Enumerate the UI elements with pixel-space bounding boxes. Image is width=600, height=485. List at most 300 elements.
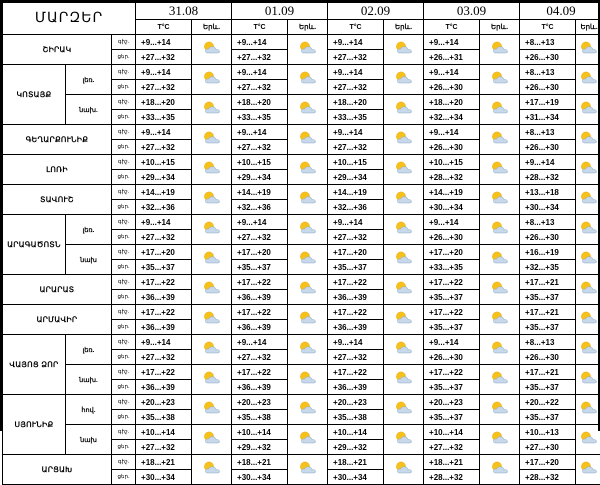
region-name: ԱՐԱԳԱԾՈՏՆ: [3, 215, 66, 275]
temperature-value: +17...+22: [328, 365, 384, 380]
forecast-table: [2, 2, 600, 485]
temperature-value: +17...+21: [520, 275, 576, 290]
temperature-value: +35...+37: [424, 380, 480, 395]
weather-cell: [576, 335, 600, 365]
partly-cloudy-icon: [297, 131, 319, 149]
temperature-value: +26...+30: [424, 80, 480, 95]
temperature-value: +9...+14: [232, 335, 288, 350]
weather-cell: [288, 245, 328, 275]
region-name: ԱՐԱՐԱՏ: [3, 275, 112, 305]
weather-cell: [192, 35, 232, 65]
weather-cell: [384, 95, 424, 125]
temperature-value: +17...+20: [520, 455, 576, 470]
partly-cloudy-icon: [201, 41, 223, 59]
partly-cloudy-icon: [393, 311, 415, 329]
partly-cloudy-icon: [297, 281, 319, 299]
temperature-value: +26...+31: [424, 50, 480, 65]
temperature-value: +17...+20: [328, 245, 384, 260]
partly-cloudy-icon: [201, 311, 223, 329]
weather-cell: [480, 35, 520, 65]
temperature-value: +16...+19: [520, 245, 576, 260]
temperature-value: +17...+19: [520, 95, 576, 110]
partly-cloudy-icon: [578, 251, 600, 269]
time-of-day-label: ցեր.: [112, 260, 136, 275]
partly-cloudy-icon: [297, 461, 319, 479]
temperature-value: +9...+14: [232, 65, 288, 80]
temperature-value: +35...+37: [328, 260, 384, 275]
weather-cell: [288, 275, 328, 305]
temperature-value: +27...+32: [136, 440, 192, 455]
partly-cloudy-icon: [393, 131, 415, 149]
temperature-value: +27...+32: [232, 80, 288, 95]
temperature-value: +36...+39: [232, 320, 288, 335]
weather-cell: [288, 185, 328, 215]
phen-header: Երև.: [480, 20, 520, 35]
temperature-value: +9...+14: [136, 335, 192, 350]
weather-cell: [192, 455, 232, 485]
temperature-value: +9...+14: [136, 65, 192, 80]
temperature-value: +17...+22: [232, 275, 288, 290]
temperature-value: +20...+23: [328, 395, 384, 410]
temperature-value: +9...+14: [232, 215, 288, 230]
temperature-value: +9...+14: [424, 65, 480, 80]
temperature-value: +29...+32: [328, 440, 384, 455]
region-name: ԿՈՏԱՅՔ: [3, 65, 66, 125]
weather-cell: [192, 215, 232, 245]
partly-cloudy-icon: [297, 101, 319, 119]
temperature-value: +26...+30: [424, 140, 480, 155]
partly-cloudy-icon: [578, 401, 600, 419]
temperature-value: +32...+36: [328, 200, 384, 215]
temperature-value: +10...+15: [424, 155, 480, 170]
temperature-value: +17...+22: [328, 305, 384, 320]
weather-cell: [576, 425, 600, 455]
temperature-value: +9...+14: [136, 215, 192, 230]
temperature-value: +29...+32: [232, 440, 288, 455]
temp-header: T°C: [136, 20, 192, 35]
weather-cell: [576, 95, 600, 125]
temperature-value: +36...+39: [328, 320, 384, 335]
temperature-value: +32...+36: [136, 200, 192, 215]
temperature-value: +26...+30: [424, 350, 480, 365]
weather-cell: [384, 215, 424, 245]
date-header: 31.08: [136, 3, 232, 20]
partly-cloudy-icon: [393, 401, 415, 419]
phen-header: Երև.: [288, 20, 328, 35]
temperature-value: +14...+19: [328, 185, 384, 200]
partly-cloudy-icon: [489, 161, 511, 179]
weather-cell: [288, 455, 328, 485]
partly-cloudy-icon: [578, 221, 600, 239]
temperature-value: +14...+19: [136, 185, 192, 200]
weather-cell: [480, 185, 520, 215]
temperature-value: +32...+34: [424, 110, 480, 125]
weather-cell: [384, 305, 424, 335]
partly-cloudy-icon: [578, 281, 600, 299]
weather-cell: [192, 65, 232, 95]
weather-cell: [192, 185, 232, 215]
table-row: [3, 245, 600, 260]
table-row: [3, 215, 600, 230]
weather-cell: [288, 125, 328, 155]
partly-cloudy-icon: [201, 71, 223, 89]
temperature-value: +17...+22: [136, 275, 192, 290]
weather-cell: [576, 185, 600, 215]
partly-cloudy-icon: [201, 191, 223, 209]
temperature-value: +27...+32: [328, 140, 384, 155]
time-of-day-label: գիշ.: [112, 125, 136, 140]
temperature-value: +26...+30: [520, 80, 576, 95]
table-row: [3, 425, 600, 440]
time-of-day-label: ցեր.: [112, 470, 136, 485]
temperature-value: +35...+37: [136, 260, 192, 275]
temperature-value: +30...+34: [424, 200, 480, 215]
temperature-value: +28...+32: [424, 170, 480, 185]
temperature-value: +9...+14: [520, 155, 576, 170]
weather-cell: [480, 365, 520, 395]
table-row: [3, 365, 600, 380]
subregion-label: նախ.: [66, 95, 112, 125]
temperature-value: +27...+32: [136, 50, 192, 65]
temperature-value: +27...+32: [136, 140, 192, 155]
temperature-value: +35...+37: [520, 290, 576, 305]
temperature-value: +18...+21: [424, 455, 480, 470]
partly-cloudy-icon: [297, 401, 319, 419]
weather-cell: [384, 35, 424, 65]
partly-cloudy-icon: [393, 41, 415, 59]
weather-cell: [384, 395, 424, 425]
partly-cloudy-icon: [297, 311, 319, 329]
partly-cloudy-icon: [201, 401, 223, 419]
partly-cloudy-icon: [393, 281, 415, 299]
table-title: ՄԱՐԶԵՐ: [3, 3, 136, 35]
time-of-day-label: ցեր.: [112, 80, 136, 95]
time-of-day-label: ցեր.: [112, 50, 136, 65]
weather-cell: [384, 155, 424, 185]
weather-cell: [576, 305, 600, 335]
temperature-value: +17...+22: [136, 305, 192, 320]
weather-cell: [192, 125, 232, 155]
weather-cell: [576, 125, 600, 155]
temperature-value: +20...+23: [232, 395, 288, 410]
temperature-value: +20...+23: [424, 395, 480, 410]
partly-cloudy-icon: [489, 431, 511, 449]
temperature-value: +35...+37: [424, 320, 480, 335]
temperature-value: +29...+34: [328, 170, 384, 185]
table-row: [3, 335, 600, 350]
temperature-value: +33...+35: [424, 260, 480, 275]
partly-cloudy-icon: [489, 371, 511, 389]
temperature-value: +9...+14: [328, 65, 384, 80]
partly-cloudy-icon: [393, 161, 415, 179]
temperature-value: +9...+14: [136, 125, 192, 140]
partly-cloudy-icon: [578, 101, 600, 119]
weather-cell: [576, 35, 600, 65]
temperature-value: +9...+14: [328, 335, 384, 350]
temperature-value: +14...+19: [232, 185, 288, 200]
temperature-value: +36...+39: [136, 380, 192, 395]
partly-cloudy-icon: [489, 221, 511, 239]
weather-cell: [480, 95, 520, 125]
temperature-value: +27...+32: [232, 140, 288, 155]
temperature-value: +36...+39: [136, 290, 192, 305]
time-of-day-label: ցեր.: [112, 440, 136, 455]
temperature-value: +35...+37: [520, 320, 576, 335]
time-of-day-label: գիշ.: [112, 185, 136, 200]
subregion-label: նախ: [66, 245, 112, 275]
subregion-label: նախ: [66, 425, 112, 455]
weather-cell: [384, 335, 424, 365]
temperature-value: +9...+14: [328, 125, 384, 140]
weather-cell: [480, 155, 520, 185]
temperature-value: +17...+22: [424, 275, 480, 290]
table-row: [3, 275, 600, 290]
partly-cloudy-icon: [297, 71, 319, 89]
temperature-value: +29...+34: [232, 170, 288, 185]
temperature-value: +18...+21: [232, 455, 288, 470]
weather-cell: [576, 275, 600, 305]
temperature-value: +26...+30: [520, 50, 576, 65]
region-name: ԳԵՂԱՐՔՈՒՆԻՔ: [3, 125, 112, 155]
weather-cell: [576, 155, 600, 185]
temperature-value: +26...+30: [520, 350, 576, 365]
weather-cell: [480, 125, 520, 155]
partly-cloudy-icon: [201, 101, 223, 119]
region-name: ՏԱՎՈՒՇ: [3, 185, 112, 215]
partly-cloudy-icon: [297, 251, 319, 269]
temperature-value: +17...+22: [328, 275, 384, 290]
temperature-value: +9...+14: [424, 215, 480, 230]
region-name: ԱՐՑԱԽ: [3, 455, 112, 485]
temperature-value: +9...+14: [424, 35, 480, 50]
table-row: [3, 185, 600, 200]
temperature-value: +36...+39: [328, 290, 384, 305]
weather-cell: [288, 95, 328, 125]
temperature-value: +26...+30: [424, 230, 480, 245]
temperature-value: +10...+14: [232, 425, 288, 440]
weather-cell: [480, 395, 520, 425]
time-of-day-label: գիշ.: [112, 425, 136, 440]
weather-cell: [576, 365, 600, 395]
partly-cloudy-icon: [393, 221, 415, 239]
temperature-value: +27...+32: [136, 350, 192, 365]
weather-cell: [192, 425, 232, 455]
weather-cell: [480, 455, 520, 485]
temperature-value: +28...+32: [520, 170, 576, 185]
partly-cloudy-icon: [489, 101, 511, 119]
temperature-value: +35...+37: [424, 290, 480, 305]
partly-cloudy-icon: [393, 251, 415, 269]
weather-cell: [192, 335, 232, 365]
region-name: ԼՈՌԻ: [3, 155, 112, 185]
partly-cloudy-icon: [201, 251, 223, 269]
weather-cell: [192, 95, 232, 125]
temperature-value: +9...+14: [328, 215, 384, 230]
temperature-value: +9...+14: [424, 125, 480, 140]
phen-header: Երև.: [192, 20, 232, 35]
partly-cloudy-icon: [578, 161, 600, 179]
date-header: 03.09: [424, 3, 520, 20]
partly-cloudy-icon: [201, 161, 223, 179]
time-of-day-label: գիշ.: [112, 275, 136, 290]
temperature-value: +10...+15: [136, 155, 192, 170]
table-row: [3, 155, 600, 170]
weather-cell: [288, 65, 328, 95]
weather-cell: [576, 395, 600, 425]
temperature-value: +27...+32: [424, 440, 480, 455]
temperature-value: +35...+37: [520, 380, 576, 395]
partly-cloudy-icon: [489, 341, 511, 359]
temperature-value: +27...+32: [328, 350, 384, 365]
temperature-value: +30...+34: [232, 470, 288, 485]
partly-cloudy-icon: [201, 281, 223, 299]
table-row: [3, 35, 600, 50]
temperature-value: +17...+22: [136, 365, 192, 380]
weather-cell: [288, 305, 328, 335]
temperature-value: +27...+32: [328, 50, 384, 65]
temperature-value: +17...+22: [424, 365, 480, 380]
time-of-day-label: ցեր.: [112, 170, 136, 185]
time-of-day-label: ցեր.: [112, 110, 136, 125]
temperature-value: +14...+19: [424, 185, 480, 200]
weather-cell: [384, 455, 424, 485]
temp-header: T°C: [232, 20, 288, 35]
temperature-value: +18...+21: [328, 455, 384, 470]
partly-cloudy-icon: [489, 311, 511, 329]
partly-cloudy-icon: [393, 431, 415, 449]
temperature-value: +9...+14: [232, 35, 288, 50]
weather-cell: [480, 65, 520, 95]
temperature-value: +18...+21: [136, 455, 192, 470]
temperature-value: +10...+15: [232, 155, 288, 170]
temperature-value: +8...+13: [520, 125, 576, 140]
weather-cell: [480, 275, 520, 305]
temperature-value: +27...+32: [232, 350, 288, 365]
partly-cloudy-icon: [578, 311, 600, 329]
temperature-value: +35...+37: [520, 410, 576, 425]
temperature-value: +10...+15: [328, 155, 384, 170]
weather-cell: [576, 65, 600, 95]
partly-cloudy-icon: [297, 371, 319, 389]
time-of-day-label: գիշ.: [112, 455, 136, 470]
time-of-day-label: գիշ.: [112, 335, 136, 350]
partly-cloudy-icon: [201, 461, 223, 479]
temperature-value: +18...+20: [424, 95, 480, 110]
weather-cell: [576, 215, 600, 245]
partly-cloudy-icon: [393, 341, 415, 359]
partly-cloudy-icon: [201, 131, 223, 149]
partly-cloudy-icon: [297, 221, 319, 239]
temperature-value: +35...+38: [232, 410, 288, 425]
time-of-day-label: ցեր.: [112, 230, 136, 245]
partly-cloudy-icon: [297, 161, 319, 179]
temperature-value: +28...+32: [520, 470, 576, 485]
date-header: 01.09: [232, 3, 328, 20]
partly-cloudy-icon: [393, 191, 415, 209]
temperature-value: +17...+22: [424, 305, 480, 320]
table-row: [3, 65, 600, 80]
partly-cloudy-icon: [578, 431, 600, 449]
weather-cell: [576, 455, 600, 485]
temperature-value: +27...+32: [328, 230, 384, 245]
weather-cell: [192, 395, 232, 425]
partly-cloudy-icon: [489, 191, 511, 209]
phen-header: Երև.: [576, 20, 600, 35]
subregion-label: լեռ.: [66, 65, 112, 95]
partly-cloudy-icon: [393, 71, 415, 89]
temperature-value: +10...+14: [136, 425, 192, 440]
weather-cell: [480, 245, 520, 275]
time-of-day-label: գիշ.: [112, 215, 136, 230]
weather-cell: [384, 275, 424, 305]
partly-cloudy-icon: [393, 461, 415, 479]
time-of-day-label: ցեր.: [112, 290, 136, 305]
temperature-value: +30...+34: [136, 470, 192, 485]
temperature-value: +17...+22: [232, 305, 288, 320]
temperature-value: +28...+32: [424, 470, 480, 485]
temperature-value: +30...+34: [520, 200, 576, 215]
temp-header: T°C: [520, 20, 576, 35]
weather-cell: [288, 35, 328, 65]
temperature-value: +10...+14: [328, 425, 384, 440]
temperature-value: +26...+30: [520, 230, 576, 245]
partly-cloudy-icon: [489, 41, 511, 59]
temperature-value: +33...+35: [232, 110, 288, 125]
temperature-value: +36...+39: [232, 380, 288, 395]
weather-cell: [288, 155, 328, 185]
temperature-value: +32...+35: [520, 260, 576, 275]
weather-cell: [384, 425, 424, 455]
partly-cloudy-icon: [297, 41, 319, 59]
temperature-value: +36...+39: [232, 290, 288, 305]
weather-cell: [384, 125, 424, 155]
partly-cloudy-icon: [578, 191, 600, 209]
table-row: [3, 395, 600, 410]
temperature-value: +29...+34: [136, 170, 192, 185]
partly-cloudy-icon: [201, 221, 223, 239]
temperature-value: +13...+18: [520, 185, 576, 200]
time-of-day-label: ցեր.: [112, 140, 136, 155]
weather-cell: [576, 245, 600, 275]
table-row: [3, 455, 600, 470]
temperature-value: +9...+14: [232, 125, 288, 140]
weather-cell: [288, 395, 328, 425]
weather-cell: [192, 275, 232, 305]
weather-cell: [384, 185, 424, 215]
partly-cloudy-icon: [201, 371, 223, 389]
temperature-value: +10...+14: [424, 425, 480, 440]
partly-cloudy-icon: [201, 431, 223, 449]
subregion-label: հով.: [66, 395, 112, 425]
temperature-value: +17...+22: [232, 365, 288, 380]
temperature-value: +8...+13: [520, 65, 576, 80]
temperature-value: +35...+38: [328, 410, 384, 425]
weather-cell: [192, 365, 232, 395]
partly-cloudy-icon: [489, 461, 511, 479]
subregion-label: նախ.: [66, 365, 112, 395]
region-name: ԱՐՄԱՎԻՐ: [3, 305, 112, 335]
partly-cloudy-icon: [297, 341, 319, 359]
partly-cloudy-icon: [489, 71, 511, 89]
partly-cloudy-icon: [578, 131, 600, 149]
date-header: 02.09: [328, 3, 424, 20]
weather-cell: [384, 245, 424, 275]
time-of-day-label: ցեր.: [112, 200, 136, 215]
weather-cell: [192, 245, 232, 275]
temperature-value: +10...+13: [520, 425, 576, 440]
partly-cloudy-icon: [578, 461, 600, 479]
temperature-value: +27...+32: [232, 230, 288, 245]
